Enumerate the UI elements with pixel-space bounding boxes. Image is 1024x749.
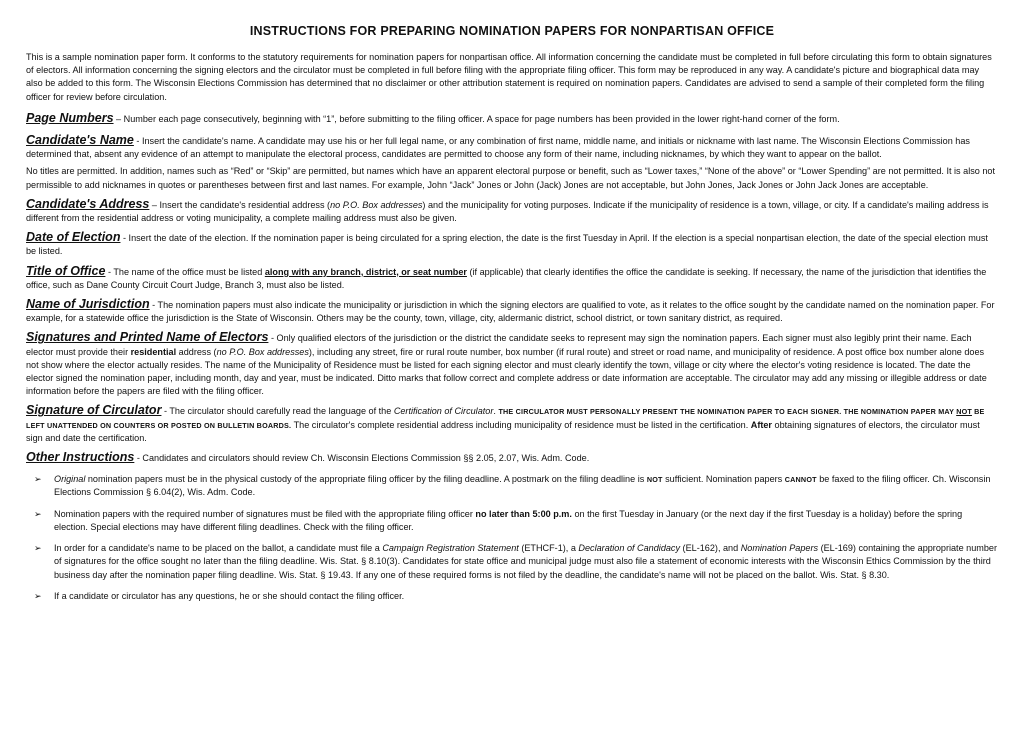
- section-signatures-electors: [26, 331, 998, 398]
- section-text: - Only qualified electors of the jurisdiction or the district the candidate seeks to represent may sign the nomination papers. Each signer must also legibly print their name. Each elector must provide their: [26, 333, 972, 357]
- section-text: (if applicable) that clearly identifies the office the candidate is seeking. If necessary, the name of the jurisdiction that identifies the office, such as Dane County Circuit Court Judge, Branch 3, must also be listed.: [26, 266, 987, 290]
- section-text: – Insert the candidate's residential address (: [149, 199, 331, 210]
- strong-text: After: [750, 419, 772, 430]
- section-heading: Page Numbers: [26, 110, 114, 125]
- list-item-text: be faxed to the filing officer. Ch. Wisconsin Elections Commission § 6.04(2), Wis. Adm. Code.: [54, 474, 991, 498]
- section-text: .: [493, 406, 499, 417]
- section-candidate-address: [26, 198, 998, 225]
- caps-warning-text: THE CIRCULATOR MUST PERSONALLY PRESENT THE NOMINATION PAPER TO EACH SIGNER. THE NOMINATION PAPER MAY: [498, 407, 957, 417]
- section-candidate-name: [26, 134, 998, 161]
- caps-text: NOT: [646, 475, 663, 485]
- list-item-text: (EL-169) containing the appropriate number of signatures for the office sought no later than the filing deadline. Wis. Stat. § 8.10(3). Candidates for state office and municipal judge must also file a statement of economic interests with the Wisconsin Ethics Commission by the third business day after the nomination paper filing deadline. Wis. Stat. § 19.43. If any one of these required forms is not filed by the deadline, the candidate's name will not be placed on the ballot. Wis. Stat. § 8.30.: [54, 543, 998, 580]
- arrow-bullet-icon: ➢: [34, 590, 42, 601]
- section-heading: Other Instructions: [26, 450, 135, 465]
- caps-text: CANNOT: [784, 475, 817, 485]
- list-item-text: (EL-162), and: [680, 543, 741, 554]
- section-date-of-election: [26, 231, 998, 258]
- list-item: [26, 590, 998, 603]
- section-heading: Candidate's Name: [26, 133, 134, 148]
- section-title-of-office: [26, 265, 998, 292]
- arrow-bullet-icon: ➢: [34, 508, 42, 519]
- emphasis-text: Nomination Papers: [740, 543, 819, 554]
- section-candidate-name-continued: No titles are permitted. In addition, names such as “Red” or “Skip” are permitted, but names which have an apparent electoral purpose or benefit, such as “Lower taxes,” “None of the above” or “Lower Spending” are not permitted. It is also not permissible to add nicknames in quotes or parentheses between first and last names. For example, John “Jack” Jones or John (Jack) Jones are not acceptable, but John Jones, Jack Jones or John Jack Jones are acceptable.: [26, 166, 995, 190]
- section-text: - Insert the candidate's name. A candidate may use his or her full legal name, or any combination of first name, middle name, and initials or nickname with last name. The Wisconsin Elections Commission has determined that, absent any evidence of an attempt to manipulate the electoral process, candidates are permitted to choose any form of their name, including nicknames, by which they want to appear on the ballot.: [26, 136, 970, 160]
- section-signature-circulator: [26, 404, 998, 445]
- section-name-of-jurisdiction: [26, 298, 998, 325]
- section-other-instructions: [26, 451, 998, 465]
- section-heading: Name of Jurisdiction: [26, 297, 150, 312]
- caps-warning-text: BE LEFT UNATTENDED ON COUNTERS OR POSTED ON BULLETIN BOARDS.: [26, 407, 985, 430]
- document-title: INSTRUCTIONS FOR PREPARING NOMINATION PAPERS FOR NONPARTISAN OFFICE: [249, 24, 775, 38]
- emphasis-text: Original: [54, 474, 86, 485]
- section-text: - The name of the office must be listed: [105, 266, 265, 277]
- section-text: The circulator's complete residential address including municipality of residence must be listed in the certification.: [291, 419, 751, 430]
- list-item-text: In order for a candidate's name to be placed on the ballot, a candidate must file a: [54, 543, 383, 554]
- arrow-bullet-icon: ➢: [34, 474, 42, 485]
- emphasis-text: Declaration of Candidacy: [578, 543, 681, 554]
- caps-not-text: NOT: [956, 407, 972, 417]
- section-heading: Signatures and Printed Name of Electors: [26, 330, 269, 345]
- list-item: [26, 508, 998, 534]
- section-text: – Number each page consecutively, beginning with “1”, before submitting to the filing officer. A space for page numbers has been provided in the lower right-hand corner of the form.: [113, 113, 840, 124]
- section-page-numbers: [26, 112, 998, 126]
- section-text: - The nomination papers must also indicate the municipality or jurisdiction in which the signing electors are qualified to vote, as it relates to the office sought by the candidate named on the nomination paper. For example, for a statewide office the jurisdiction is the State of Wisconsin. Others may be the county, town, village, city, aldermanic district, school district, or town sanitary district, as required.: [26, 300, 995, 324]
- emphasis-text: Certification of Circulator: [393, 406, 494, 417]
- emphasis-text: no P.O. Box addresses: [216, 346, 309, 357]
- strong-text: no later than 5:00 p.m.: [475, 508, 572, 519]
- arrow-bullet-icon: ➢: [34, 543, 42, 554]
- strong-underlined-text: along with any branch, district, or seat number: [264, 266, 467, 277]
- section-heading: Signature of Circulator: [26, 403, 162, 418]
- section-heading: Candidate's Address: [26, 196, 150, 211]
- strong-text: residential: [130, 346, 177, 357]
- list-item-text: on the first Tuesday in January (or the next day if the first Tuesday is a holiday) before the spring election. Special elections may have different filing deadlines. Check with the filing officer.: [54, 508, 963, 532]
- list-item-text: nomination papers must be in the physical custody of the appropriate filing officer by the filing deadline. A postmark on the filing deadline is: [85, 474, 647, 485]
- section-text: - Insert the date of the election. If the nomination paper is being circulated for a spring election, the date is the first Tuesday in April. If the election is a special nonpartisan election, the date of the special election must be listed.: [26, 233, 988, 257]
- list-item-text: (ETHCF-1), a: [518, 543, 579, 554]
- section-text: address (: [176, 346, 217, 357]
- section-text: - Candidates and circulators should review Ch. Wisconsin Elections Commission §§ 2.05, 2.07, Wis. Adm. Code.: [134, 453, 590, 464]
- list-item-text: Nomination papers with the required number of signatures must be filed with the appropriate filing officer: [54, 508, 476, 519]
- instruction-bullet-list: [26, 473, 998, 603]
- section-heading: Title of Office: [26, 263, 106, 278]
- section-text: - The circulator should carefully read the language of the: [161, 406, 394, 417]
- list-item-text: sufficient. Nomination papers: [662, 474, 785, 485]
- list-item: [26, 473, 998, 499]
- section-text: ), including any street, fire or rural route number, box number (if rural route) and street or road name, and municipality of residence. A post office box number alone does not show where the elector actually resides. The name of the Municipality of Residence must be listed for each signing elector and must clearly identify the town, village or city where the elector's voting residence is located. The date the elector signed the nomination paper, including month, day and year, must be indicated. Ditto marks that follow correct and complete address or date information are acceptable. The circulator may add any missing or illegible address or date information before the papers are filed with the filing officer.: [26, 346, 987, 397]
- emphasis-text: no P.O. Box addresses: [330, 199, 423, 210]
- list-item-text: If a candidate or circulator has any questions, he or she should contact the filing officer.: [54, 590, 405, 601]
- section-heading: Date of Election: [26, 230, 121, 245]
- list-item: [26, 542, 998, 582]
- section-text: obtaining signatures of electors, the circulator must sign and date the certification.: [26, 419, 980, 443]
- emphasis-text: Campaign Registration Statement: [382, 543, 519, 554]
- intro-paragraph: This is a sample nomination paper form. It conforms to the statutory requirements for nomination papers for nonpartisan office. All information concerning the candidate must be completed in full before circulating this form to obtain signatures of electors. All information concerning the signing electors and the circulator must be completed in full before filing with the appropriate filing officer. This form may be reproduced in any way. A candidate's picture and biographical data may also be added to this form. The Wisconsin Elections Commission has determined that no disclaimer or other attribution statement is required on nomination papers. Candidates are advised to send a sample of their completed form the filing officer for review before circulation.: [26, 52, 992, 102]
- section-text: ) and the municipality for voting purposes. Indicate if the municipality of residence is a town, village, or city. If a candidate's mailing address is different from the residential address or voting municipality, a complete mailing address must also be given.: [26, 199, 989, 224]
